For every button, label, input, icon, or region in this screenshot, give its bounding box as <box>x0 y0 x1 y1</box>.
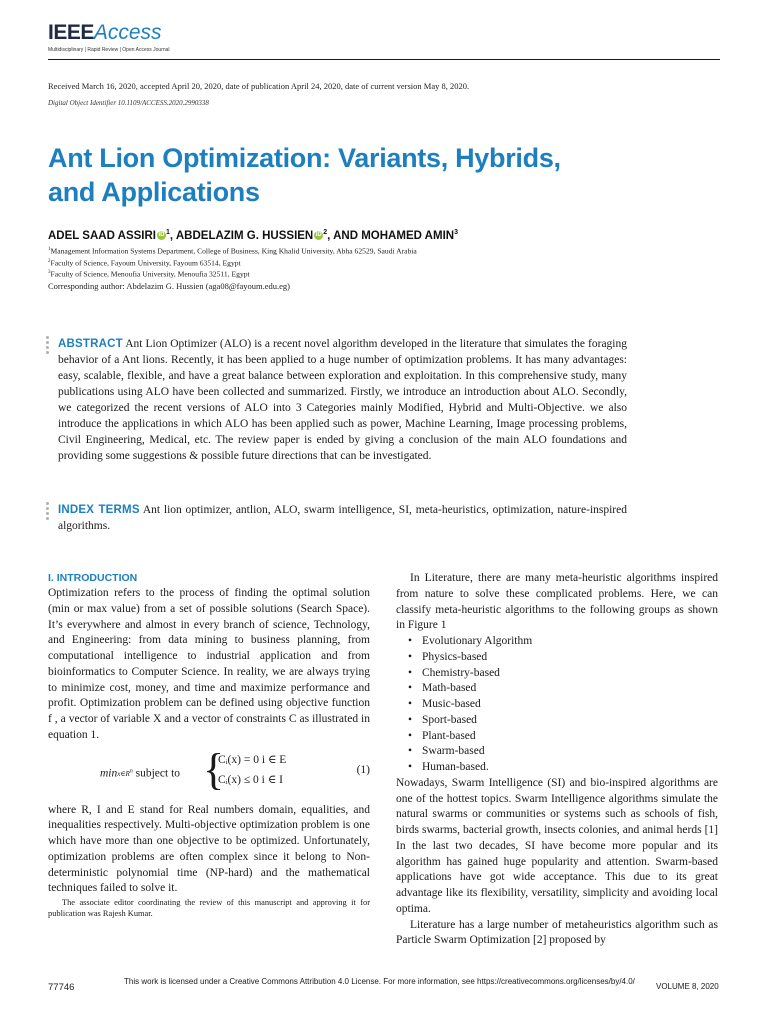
equation-brace: { <box>203 744 225 794</box>
header-divider <box>48 59 720 60</box>
equation-subject-to: subject to <box>132 766 181 779</box>
equation-superscript: n <box>129 768 133 775</box>
affiliation-text: Management Information Systems Department, College of Business, King Khalid University, Abha 62529, Saudi Arabia <box>50 246 417 256</box>
index-terms-label: INDEX TERMS <box>58 504 140 516</box>
right-paragraph-1: In Literature, there are many meta-heuristic algorithms inspired from nature to solve these complicated problems. Here, we can classify meta-heuristic algorithms to the following groups as shown in Figure 1 <box>396 572 718 632</box>
affiliation-num: 2 <box>48 258 51 264</box>
author-3: , AND MOHAMED AMIN <box>327 229 455 242</box>
section-heading-introduction: I. INTRODUCTION <box>48 572 138 584</box>
orcid-icon[interactable]: iD <box>158 231 165 238</box>
orcid-icon[interactable]: iD <box>315 231 322 238</box>
logo-access: Access <box>93 21 162 44</box>
affiliation-3 <box>48 268 417 280</box>
paper-title <box>48 141 688 209</box>
abstract <box>58 336 627 464</box>
algorithm-groups-list <box>396 634 718 776</box>
title-line-1: Ant Lion Optimization: Variants, Hybrids, <box>48 143 561 173</box>
author-list <box>48 229 458 242</box>
list-item: • Evolutionary Algorithm <box>408 634 718 650</box>
corresponding-author: Corresponding author: Abdelazim G. Hussien (aga08@fayoum.edu.eg) <box>48 281 290 291</box>
equation-1 <box>48 744 370 795</box>
page-number: 77746 <box>48 982 75 993</box>
editor-footnote: The associate editor coordinating the review of this manuscript and approving it for publication was Rajesh Kumar. <box>48 898 370 918</box>
equation-number: (1) <box>356 763 370 776</box>
intro-paragraph-1: Optimization refers to the process of finding the optimal solution (min or max value) from a set of possible solutions (Search Space). It’s everywhere and almost in every branch of science, Technology, and Engineering: from data mining to business planning, from computational intelligence to industrial application and from bioinformatics to Computer Science. In reality, we are always trying to minimize cost, money, and time and maximize performance and profit. Optimization problem can be defined using objective function f , a vector of variable X and a vector of constraints C as illustrated in equation 1. <box>48 587 370 741</box>
logo-wordmark <box>48 22 170 44</box>
equation-min: min <box>100 766 118 779</box>
received-dates: Received March 16, 2020, accepted April 20, 2020, date of publication April 24, 2020, date of current version May 8, 2020. <box>48 81 470 91</box>
doi[interactable]: Digital Object Identifier 10.1109/ACCESS.2020.2990338 <box>48 99 209 107</box>
license-notice[interactable]: This work is licensed under a Creative Commons Attribution 4.0 License. For more information, see https://creativecommons.org/licenses/by/4.0/ <box>124 977 635 986</box>
equation-row-1: Cᵢ(x) = 0 i ∈ E <box>218 753 287 766</box>
author-1: ADEL SAAD ASSIRI <box>48 229 156 242</box>
title-line-2: and Applications <box>48 177 260 207</box>
index-terms-marker-icon <box>46 502 50 522</box>
equation-subscript-text: x∈R <box>117 769 130 778</box>
abstract-text: Ant Lion Optimizer (ALO) is a recent novel algorithm developed in the literature that simulates the foraging behavior of a Ant lions. Recently, it has been applied to a huge number of optimization problems. It has many advantages: easy, scalable, flexible, and have a great balance between exploration and exploitation. In this comprehensive study, many publications using ALO have been collected and summarized. Firstly, we introduce an introduction about ALO. Secondly, we categorized the recent versions of ALO into 3 Categories mainly Modified, Hybrid and Multi-Objective. we also introduce the applications in which ALO has been applied such as power, Machine Learning, Image processing problems, Civil Engineering, Medical, etc. The review paper is ended by giving a conclusion of the main ALO foundations and providing some suggestions & possible future directions that can be investigated. <box>58 338 627 462</box>
affiliation-num: 3 <box>48 270 51 276</box>
list-item: • Sport-based <box>408 713 718 729</box>
abstract-label: ABSTRACT <box>58 338 123 350</box>
index-terms <box>58 502 627 534</box>
affiliation-text: Faculty of Science, Menoufia University, Menoufia 32511, Egypt <box>50 269 250 279</box>
list-item: • Plant-based <box>408 729 718 745</box>
affiliation-text: Faculty of Science, Fayoum University, Fayoum 63514, Egypt <box>50 258 241 268</box>
affiliations <box>48 245 417 280</box>
logo-ieee: IEEE <box>48 21 94 44</box>
intro-paragraph-2: where R, I and E stand for Real numbers domain, equalities, and inequalities respectively. Multi-objective optimization problem is one which have more than one objective to be optimized. Unfortunately, optimization problems are often complex since it belong to Non-deterministic polynomial time (NP-hard) and the mathematical techniques failed to solve it. <box>48 803 370 895</box>
right-paragraph-2: Nowadays, Swarm Intelligence (SI) and bio-inspired algorithms are one of the hottest topics. Swarm Intelligence algorithms simulate the natural swarms or communities or systems such as schools of fish, birds swarms, bacterial growth, insects colonies, and animal herds [1] In the last two decades, SI have become more popular and its algorithm has gained huge popularity and attention. Swarm-based applications have got wide acceptance. This due to its great advantage like its flexibility, versatility, simplicity and avoiding local optima. <box>396 776 718 915</box>
left-column <box>48 571 370 919</box>
right-column <box>396 571 718 949</box>
volume-info: VOLUME 8, 2020 <box>656 982 719 991</box>
list-item: • Chemistry-based <box>408 666 718 682</box>
list-item: • Physics-based <box>408 650 718 666</box>
affiliation-1 <box>48 245 417 257</box>
author-2-affil: 2 <box>323 229 328 236</box>
index-terms-text: Ant lion optimizer, antlion, ALO, swarm intelligence, SI, meta-heuristics, optimization, nature-inspired algorithms. <box>58 504 627 532</box>
list-item: • Human-based. <box>408 760 718 776</box>
affiliation-num: 1 <box>48 247 51 252</box>
equation-row-2: Cᵢ(x) ≤ 0 i ∈ I <box>218 773 283 786</box>
logo-tagline: Multidisciplinary | Rapid Review | Open Access Journal <box>48 47 170 53</box>
list-item: • Swarm-based <box>408 744 718 760</box>
abstract-marker-icon <box>46 336 50 356</box>
author-2: , ABDELAZIM G. HUSSIEN <box>169 229 314 242</box>
list-item: • Math-based <box>408 681 718 697</box>
equation-subscript <box>117 770 133 778</box>
journal-logo <box>48 22 170 53</box>
equation-lhs <box>100 765 180 783</box>
author-3-affil: 3 <box>454 229 458 236</box>
list-item: • Music-based <box>408 697 718 713</box>
affiliation-2 <box>48 257 417 269</box>
right-paragraph-3: Literature has a large number of metaheuristics algorithm such as Particle Swarm Optimization [2] proposed by <box>396 918 718 947</box>
author-1-affil: 1 <box>166 229 170 236</box>
